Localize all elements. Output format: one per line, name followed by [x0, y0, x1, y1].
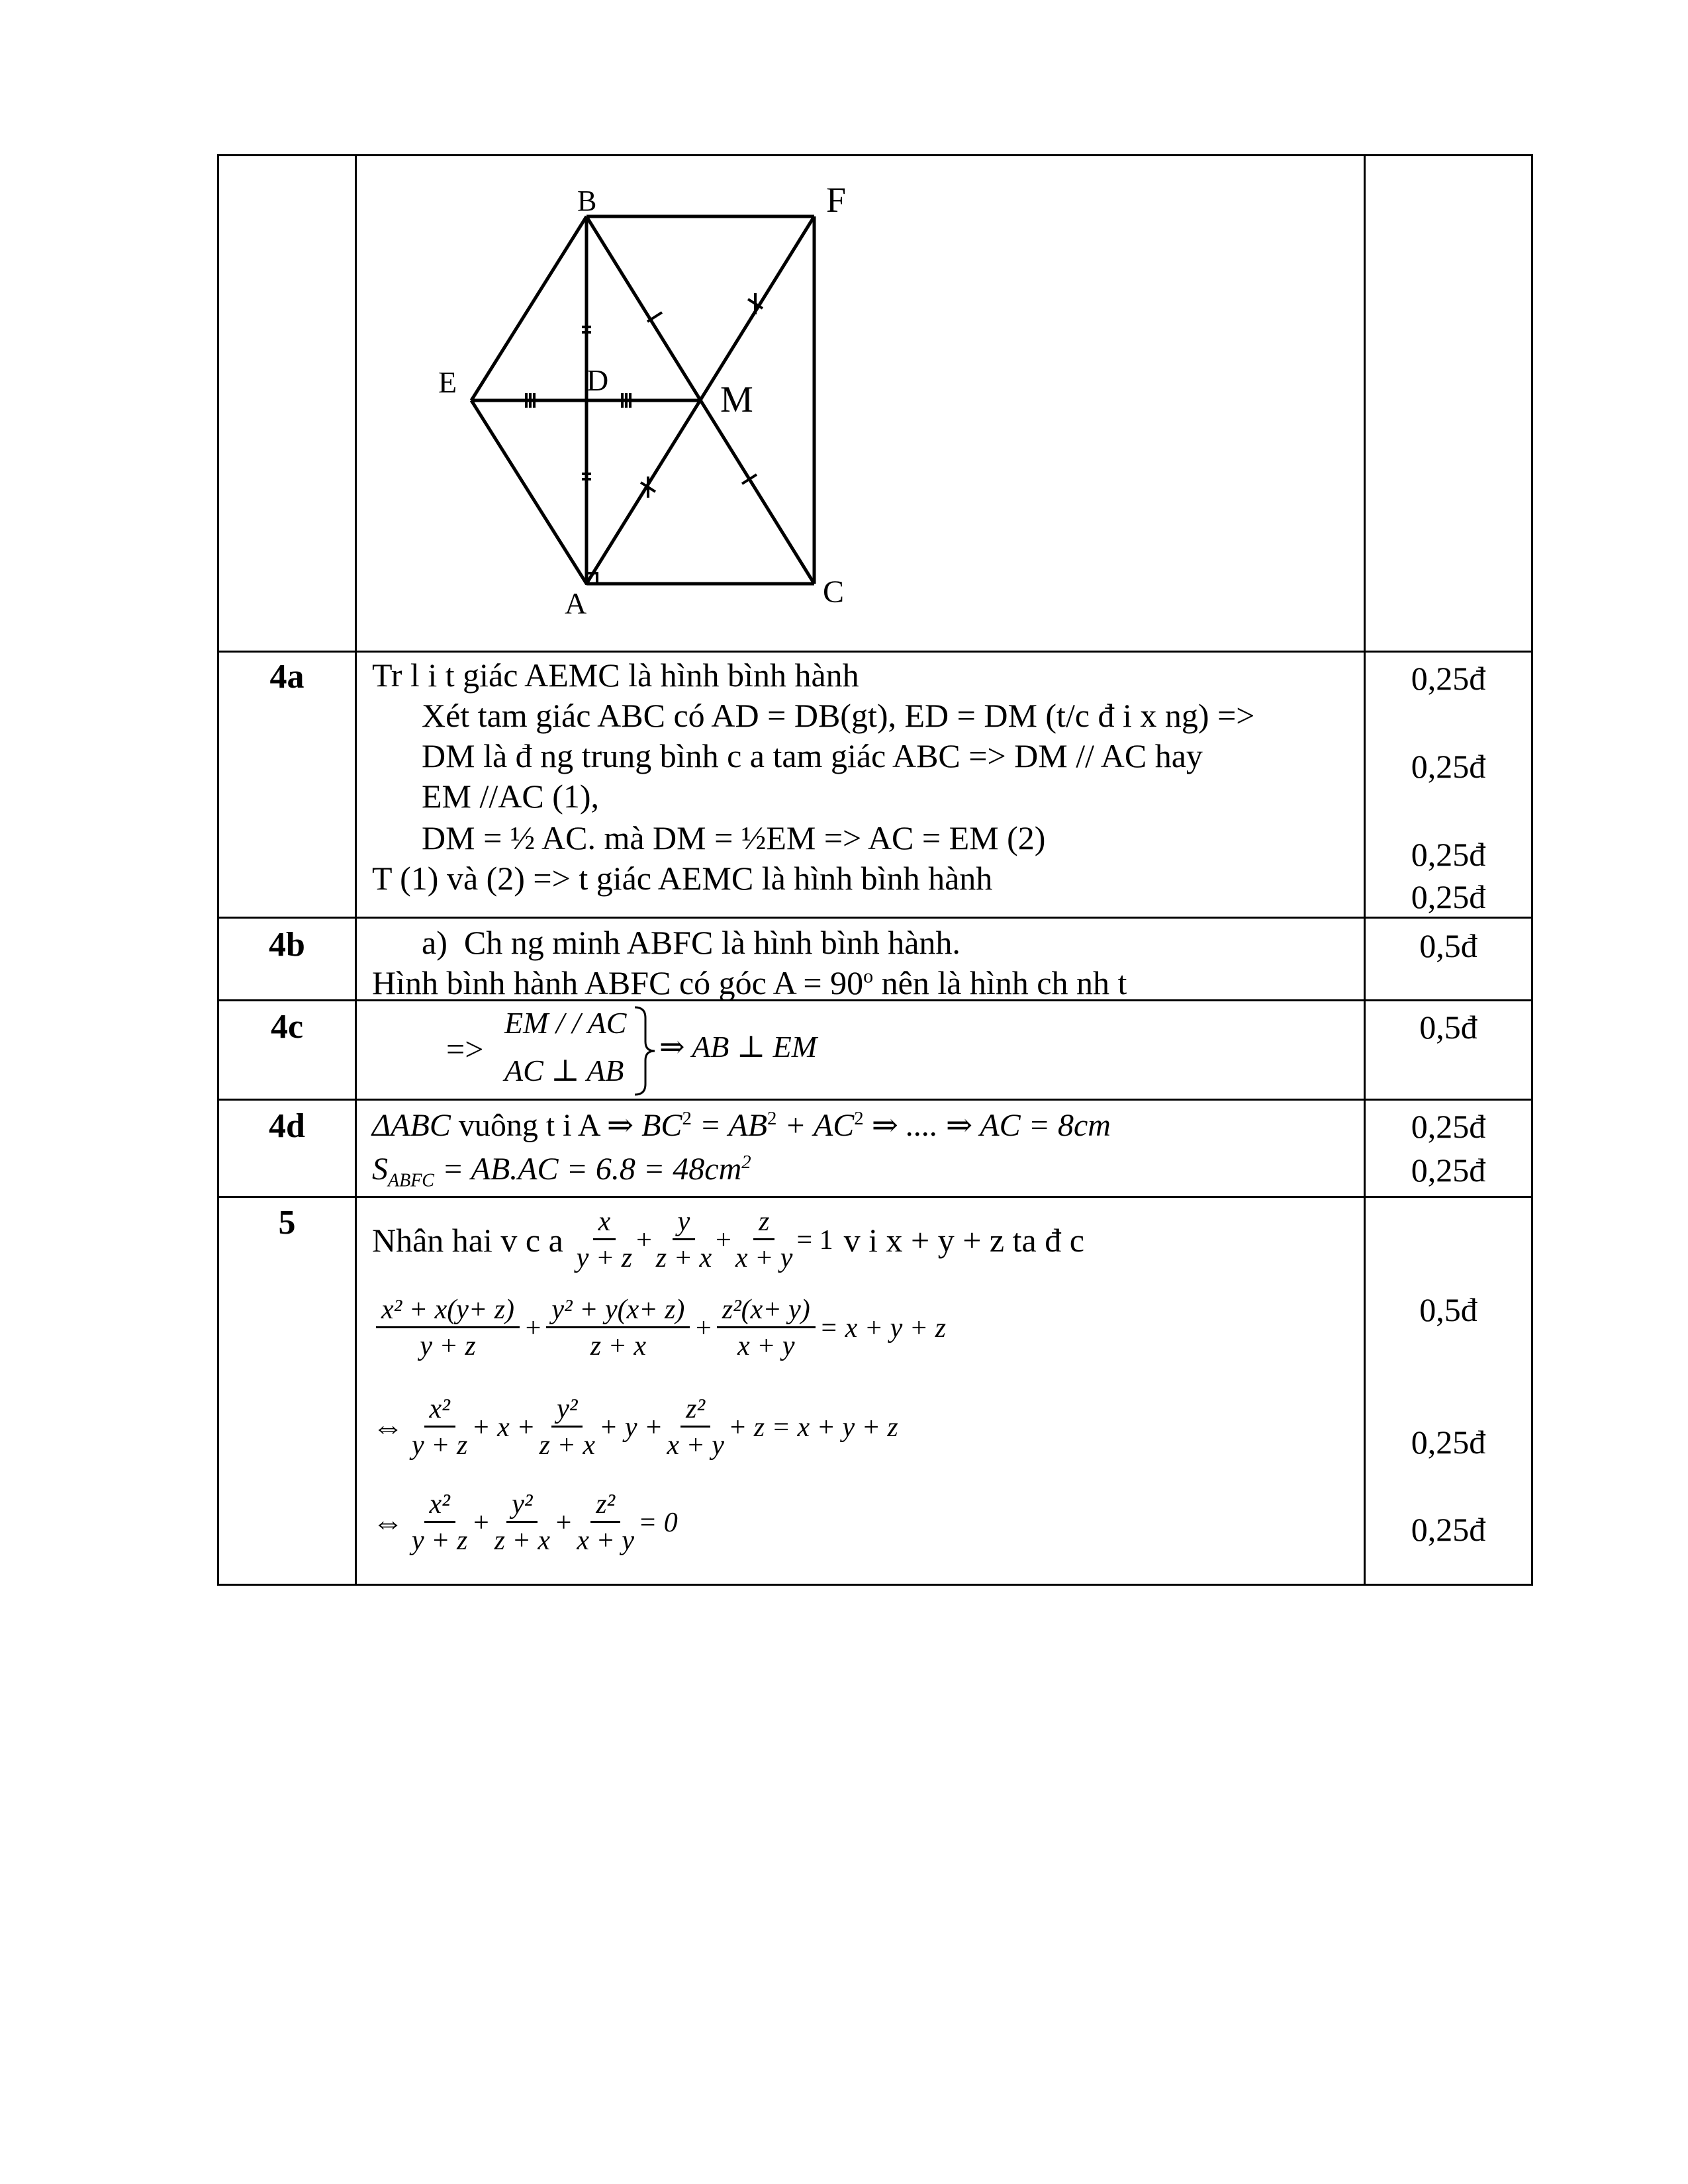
label-E: E: [438, 365, 457, 399]
line-end: nên là hình ch nh t: [873, 964, 1127, 1001]
fraction: [376, 1296, 520, 1360]
plus-sign: +: [694, 1312, 713, 1343]
square-sup: 2: [741, 1152, 751, 1173]
table-border-bottom: [217, 1584, 1533, 1586]
row-4d-scores: [1366, 1101, 1531, 1196]
plus-z-equals: + z = x + y + z: [727, 1412, 898, 1443]
fraction: [735, 1208, 793, 1272]
row-5-step-3: [372, 1490, 678, 1555]
table-border-right: [1531, 154, 1533, 1586]
pythagoras-bc: ⇒ BC: [606, 1108, 682, 1143]
equals-one: = 1: [796, 1224, 833, 1255]
equation-perpendicular: AC ⊥ AB: [504, 1054, 624, 1087]
numerator: x² + x(y+ z): [376, 1296, 520, 1328]
numerator: z: [753, 1208, 774, 1240]
denominator: y + z: [412, 1430, 468, 1461]
fraction: [412, 1395, 467, 1459]
line-text: Hình bình hành ABFC có góc A = 90: [372, 964, 864, 1001]
area-s: S: [372, 1152, 388, 1187]
numerator: z²: [590, 1490, 620, 1523]
fraction: [667, 1395, 724, 1459]
curly-brace: [632, 1005, 659, 1097]
equation-parallel: EM / / AC: [504, 1006, 627, 1040]
label-B: B: [577, 185, 597, 217]
plus-y: + y +: [598, 1412, 663, 1443]
row-divider-1: [217, 651, 1533, 653]
row-4c-scores: [1366, 1001, 1531, 1099]
score: 0,25đ: [1411, 748, 1486, 785]
row-divider-2: [217, 917, 1533, 919]
row-label-5: 5: [278, 1204, 296, 1242]
score: 0,25đ: [1411, 1511, 1486, 1548]
row-divider-5: [217, 1196, 1533, 1198]
numerator: y: [673, 1208, 696, 1240]
label-M: M: [720, 379, 753, 420]
row-4a-line-2: Xét tam giác ABC có AD = DB(gt), ED = DM (t/c đ i x ng) =>: [422, 697, 1255, 734]
numerator: y² + y(x+ z): [546, 1296, 690, 1328]
numerator: x: [593, 1208, 616, 1240]
row-4b-scores: [1366, 919, 1531, 999]
denominator: z + x: [539, 1430, 595, 1461]
row-4a-line-5: DM = ½ AC. mà DM = ½EM => AC = EM (2): [422, 819, 1046, 856]
pythagoras-ab: = AB: [691, 1108, 768, 1143]
iff-arrow: ⇔: [372, 1504, 404, 1540]
fraction: [717, 1296, 816, 1360]
result-perpendicular: ⇒ AB ⊥ EM: [659, 1030, 818, 1064]
row-5-intro: [372, 1208, 1084, 1272]
score: 0,25đ: [1411, 836, 1486, 873]
row-4b-line-2: [372, 966, 1127, 999]
fraction: [412, 1490, 467, 1555]
score: 0,5đ: [1419, 927, 1477, 964]
plus-sign: +: [554, 1507, 573, 1538]
fraction: [539, 1395, 595, 1459]
row-5-scores: [1366, 1198, 1531, 1584]
row-4d-line-2: [372, 1153, 751, 1191]
area-formula: = AB.AC = 6.8 = 48cm: [434, 1152, 742, 1187]
row-4a-line-1: Tr l i t giác AEMC là hình bình hành: [372, 657, 859, 694]
row-4a-line-6: T (1) và (2) => t giác AEMC là hình bình hành: [372, 860, 993, 897]
score: 0,25đ: [1411, 1424, 1486, 1461]
score: 0,25đ: [1411, 1108, 1486, 1145]
numerator: x²: [424, 1490, 455, 1523]
fraction: [577, 1208, 632, 1272]
score: 0,25đ: [1411, 660, 1486, 697]
row-4d-line-1: [372, 1109, 1111, 1142]
numerator: x²: [424, 1395, 455, 1428]
row-4b-line-1: [422, 926, 961, 959]
table-border-left: [217, 154, 219, 1586]
denominator: z + x: [494, 1525, 550, 1556]
numerator: y²: [506, 1490, 538, 1523]
denominator: x + y: [577, 1525, 634, 1556]
pythagoras-ac: + AC: [776, 1108, 855, 1143]
row-divider-4: [217, 1099, 1533, 1101]
score: 0,5đ: [1419, 1291, 1477, 1328]
label-F: F: [826, 180, 847, 220]
row-label-4b: 4b: [269, 926, 305, 964]
denominator: y + z: [412, 1525, 468, 1556]
fraction: [546, 1296, 690, 1360]
segment-EB: [471, 216, 586, 400]
square-sup: 2: [854, 1108, 864, 1129]
plus-sign: +: [636, 1224, 652, 1255]
denominator: x + y: [737, 1331, 795, 1361]
score: 0,25đ: [1411, 878, 1486, 915]
degree-sup: o: [863, 965, 874, 987]
denominator: y + z: [576, 1243, 633, 1273]
row-4a-line-4: EM //AC (1),: [422, 778, 600, 815]
intro-text-end: v i x + y + z ta đ c: [843, 1221, 1084, 1259]
plus-sign: +: [471, 1507, 491, 1538]
implies-arrow: =>: [446, 1030, 484, 1068]
label-D: D: [586, 363, 609, 397]
label-C: C: [823, 574, 845, 610]
denominator: x + y: [667, 1430, 724, 1461]
score: 0,25đ: [1411, 1152, 1486, 1189]
row-4a-line-3: DM là đ ng trung bình c a tam giác ABC => DM // AC hay: [422, 737, 1203, 774]
item-marker: a): [422, 924, 447, 961]
fraction: [577, 1490, 634, 1555]
numerator: y²: [551, 1395, 583, 1428]
score: 0,5đ: [1419, 1009, 1477, 1046]
plus-sign: +: [716, 1224, 731, 1255]
label-A: A: [565, 586, 587, 620]
item-text: Ch ng minh ABFC là hình bình hành.: [463, 924, 961, 961]
row-4a-scores: [1366, 653, 1531, 917]
row-5-step-2: [372, 1395, 898, 1459]
row-5-step-1: [372, 1296, 946, 1360]
denominator: z + x: [590, 1331, 647, 1361]
row-label-4a: 4a: [269, 658, 305, 696]
fraction: [494, 1490, 550, 1555]
denominator: y + z: [420, 1331, 476, 1361]
denominator: x + y: [735, 1243, 793, 1273]
denominator: z + x: [655, 1243, 712, 1273]
plus-sign: +: [524, 1312, 543, 1343]
square-sup: 2: [767, 1108, 777, 1129]
iff-arrow: ⇔: [372, 1409, 404, 1445]
right-angle-text: vuông t i A: [450, 1108, 607, 1143]
intro-text: Nhân hai v c a: [372, 1221, 563, 1259]
row-label-4d: 4d: [269, 1107, 305, 1145]
plus-x: + x +: [471, 1412, 536, 1443]
result-ac: ⇒ .... ⇒ AC = 8cm: [863, 1108, 1111, 1143]
equals-sum: = x + y + z: [819, 1312, 946, 1343]
numerator: z²: [680, 1395, 710, 1428]
segment-EA: [471, 400, 586, 584]
numerator: z²(x+ y): [717, 1296, 816, 1328]
row-label-4c: 4c: [270, 1008, 304, 1046]
square-sup: 2: [682, 1108, 692, 1129]
area-subscript: ABFC: [388, 1170, 434, 1191]
equals-zero: = 0: [637, 1507, 678, 1538]
triangle-abc: ΔABC: [372, 1108, 451, 1143]
fraction: [656, 1208, 712, 1272]
geometry-figure: [357, 156, 1364, 651]
